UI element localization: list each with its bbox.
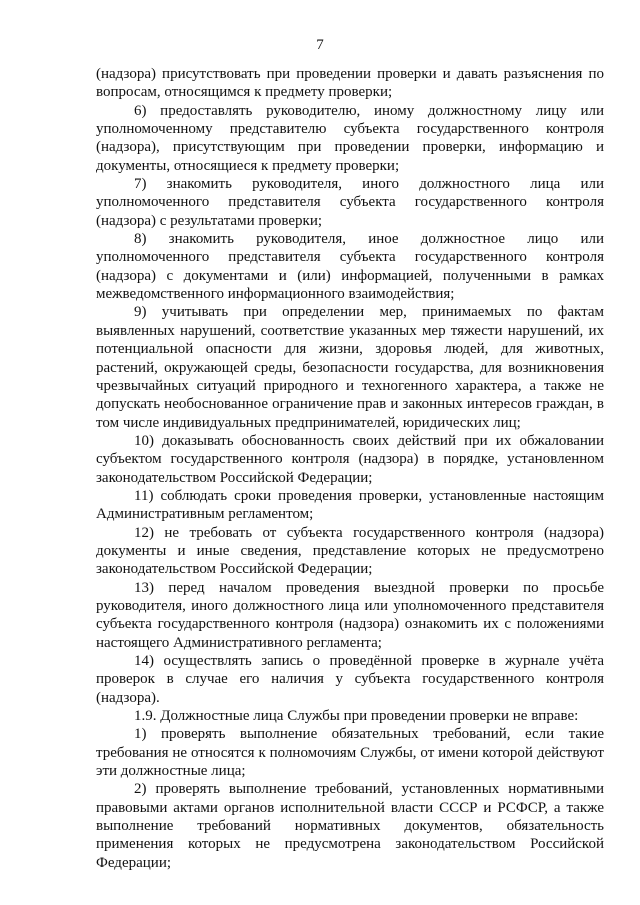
paragraph-item-13: 13) перед началом проведения выездной проверки по просьбе руководителя, иного должностного лица или уполномоченного представителя субъекта государственного контроля (надзора) ознакомить их с положениями настоящего Административного регламента; <box>96 579 604 651</box>
paragraph-item-6: 6) предоставлять руководителю, иному должностному лицу или уполномоченному представителю субъекта государственного контроля (надзора), присутствующим при проведении проверки, информацию и документы, относящиеся к предмету проверки; <box>96 102 604 174</box>
paragraph-item-14: 14) осуществлять запись о проведённой проверке в журнале учёта проверок в случае его наличия у субъекта государственного контроля (надзора). <box>96 653 604 706</box>
section-heading-1-9: 1.9. Должностные лица Службы при проведении проверки не вправе: <box>134 708 579 725</box>
paragraph-item-9: 9) учитывать при определении мер, принимаемых по фактам выявленных нарушений, соответствие указанных мер тяжести нарушений, их потенциальной опасности для жизни, здоровья людей, для животных, растений, окружающей среды, безопасности государства, для возникновения чрезвычайных ситуаций природного и техногенного характера, а также не допускать необоснованное ограничение прав и законных интересов граждан, в том числе индивидуальных предпринимателей, юридических лиц; <box>96 304 604 431</box>
prohibition-item-2: 2) проверять выполнение требований, установленных нормативными правовыми актами органов исполнительной власти СССР и РСФСР, а также выполнение требований нормативных документов, обязательность применения которых не предусмотрена законодательством Российской Федерации; <box>96 781 604 871</box>
paragraph-item-8: 8) знакомить руководителя, иное должностное лицо или уполномоченного представителя субъекта государственного контроля (надзора) с документами и (или) информацией, полученными в рамках межведомственного информационного взаимодействия; <box>96 231 604 303</box>
prohibition-item-1: 1) проверять выполнение обязательных требований, если такие требования не относятся к полномочиям Службы, от имени которой действуют эти должностные лица; <box>96 726 604 780</box>
paragraph-continuation: (надзора) присутствовать при проведении проверки и давать разъяснения по вопросам, относящимся к предмету проверки; <box>96 66 604 101</box>
paragraph-item-11: 11) соблюдать сроки проведения проверки, установленные настоящим Административным регламентом; <box>96 487 604 523</box>
paragraph-item-7: 7) знакомить руководителя, иного должностного лица или уполномоченного представителя субъекта государственного контроля (надзора) с результатами проверки; <box>96 176 604 229</box>
document-body <box>96 65 604 872</box>
paragraph-item-10: 10) доказывать обоснованность своих действий при их обжаловании субъектом государственного контроля (надзора) в порядке, установленном законодательством Российской Федерации; <box>96 432 604 486</box>
paragraph-item-12: 12) не требовать от субъекта государственного контроля (надзора) документы и иные сведения, представление которых не предусмотрено законодательством Российской Федерации; <box>96 524 604 578</box>
page-number: 7 <box>316 37 324 53</box>
